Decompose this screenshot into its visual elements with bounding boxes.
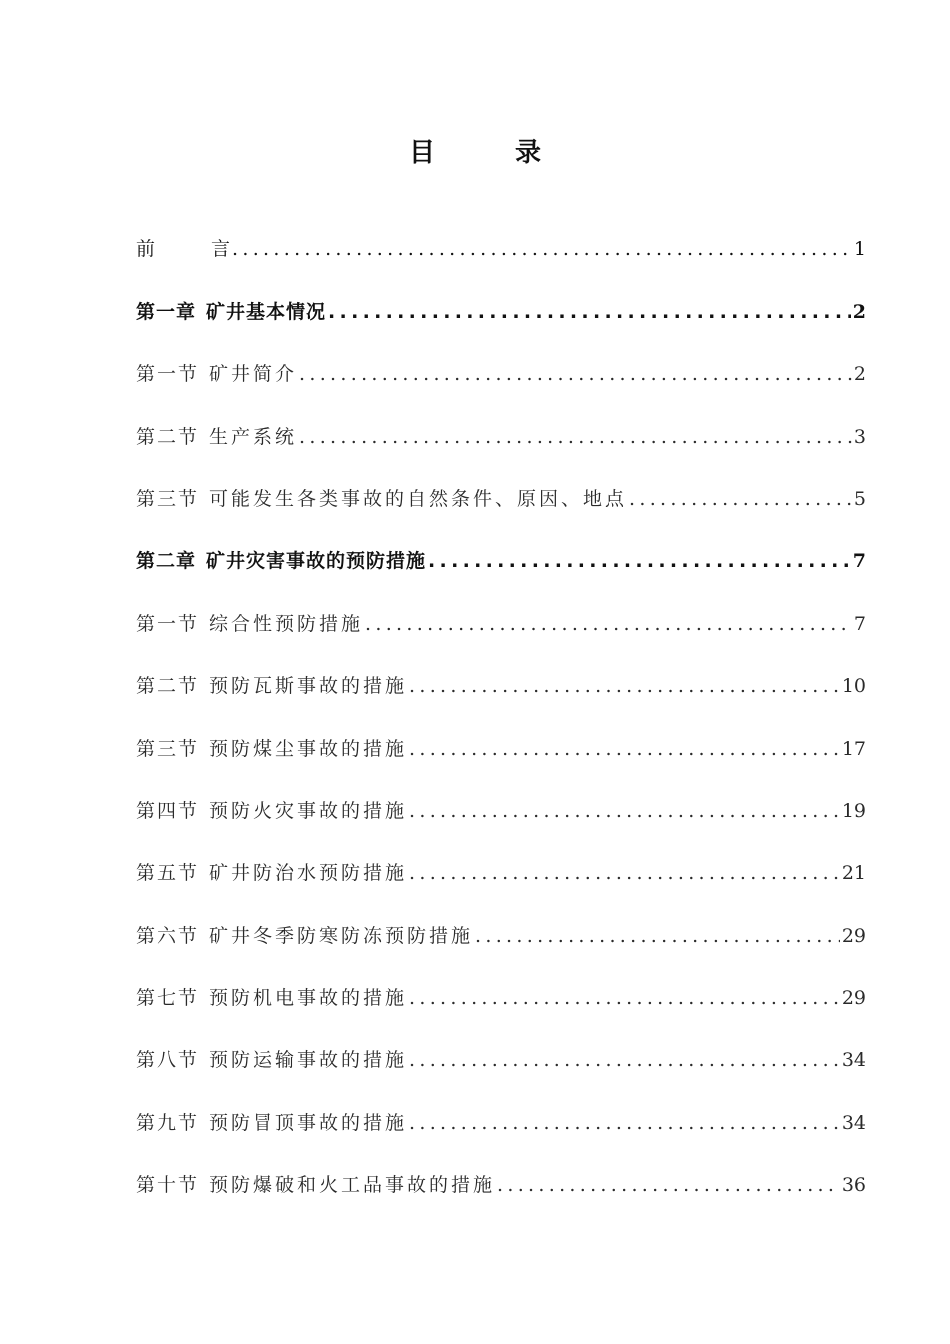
toc-entry-section[interactable] [136,448,866,510]
toc-section-number: 第一节 [136,363,200,386]
toc-entry-section[interactable] [136,760,866,822]
toc-section-heading: 生产系统 [209,425,298,448]
toc-section-heading: 矿井防治水预防措施 [209,862,408,885]
toc-leader-dots [409,675,840,697]
toc-leader-dots [299,426,852,448]
toc-entry-section[interactable] [136,1009,866,1071]
toc-title-part1: 目 [408,138,435,168]
toc-section-heading: 预防爆破和火工品事故的措施 [209,1174,496,1197]
toc-leader-dots [409,1112,840,1134]
toc-section-heading: 预防煤尘事故的措施 [209,737,408,760]
toc-chapter-number: 第一章 [136,300,197,323]
toc-section-number: 第八节 [136,1049,200,1072]
toc-leader-dots [365,613,852,635]
toc-page-number: 19 [841,799,866,822]
toc-page-number: 34 [841,1049,866,1072]
toc-page-number: 5 [853,487,866,510]
toc-section-heading: 矿井简介 [209,363,298,386]
toc-entry-section[interactable] [136,385,866,447]
toc-entry-section[interactable] [136,635,866,697]
toc-section-heading: 预防火灾事故的措施 [209,799,408,822]
toc-page-number: 7 [853,612,866,635]
toc-leader-dots [428,550,851,572]
toc-section-heading: 预防冒顶事故的措施 [209,1111,408,1134]
toc-leader-dots [475,925,840,947]
toc-leader-dots [232,238,852,260]
toc-section-number: 第九节 [136,1111,200,1134]
toc-section-number: 第二节 [136,675,200,698]
toc-leader-dots [629,488,852,510]
toc-section-heading: 综合性预防措施 [209,612,364,635]
toc-entry-section[interactable] [136,947,866,1009]
toc-section-number: 第七节 [136,987,200,1010]
toc-page-number: 10 [841,675,866,698]
toc-section-number: 第三节 [136,487,200,510]
toc-page-number: 29 [841,987,866,1010]
toc-entry-section[interactable] [136,1134,866,1196]
toc-page-number: 2 [852,300,866,323]
toc-entry-section[interactable] [136,323,866,385]
toc-entry-chapter[interactable] [136,260,866,322]
toc-page-number: 34 [841,1111,866,1134]
toc-list [136,198,866,1196]
toc-page-number: 2 [853,363,866,386]
toc-entry-section[interactable] [136,884,866,946]
toc-leader-dots [497,1174,840,1196]
toc-entry-section[interactable] [136,1071,866,1133]
toc-title-part2: 录 [515,138,542,168]
toc-section-number: 第五节 [136,862,200,885]
toc-chapter-heading: 矿井灾害事故的预防措施 [206,550,427,573]
toc-section-heading: 矿井冬季防寒防冻预防措施 [209,924,474,947]
toc-leader-dots [409,800,840,822]
toc-page-number: 1 [853,238,866,261]
toc-entry-chapter[interactable] [136,510,866,572]
toc-leader-dots [409,862,840,884]
toc-chapter-heading: 矿井基本情况 [206,300,327,323]
toc-entry-label: 前 言 [136,238,231,261]
toc-chapter-number: 第二章 [136,550,197,573]
toc-section-number: 第十节 [136,1174,200,1197]
toc-entry-section[interactable] [136,697,866,759]
toc-section-number: 第三节 [136,737,200,760]
toc-section-heading: 可能发生各类事故的自然条件、原因、地点 [209,487,628,510]
toc-page-number: 29 [841,924,866,947]
toc-page-number: 7 [852,550,866,573]
toc-page-number: 17 [841,737,866,760]
toc-section-heading: 预防瓦斯事故的措施 [209,675,408,698]
toc-section-number: 第四节 [136,799,200,822]
toc-section-number: 第一节 [136,612,200,635]
toc-leader-dots [409,1049,840,1071]
toc-leader-dots [409,738,840,760]
toc-page-number: 21 [841,862,866,885]
toc-section-heading: 预防运输事故的措施 [209,1049,408,1072]
toc-leader-dots [299,363,852,385]
toc-leader-dots [409,987,840,1009]
toc-section-number: 第二节 [136,425,200,448]
toc-entry-section[interactable] [136,822,866,884]
toc-leader-dots [328,301,851,323]
toc-section-number: 第六节 [136,924,200,947]
toc-entry-section[interactable] [136,572,866,634]
toc-section-heading: 预防机电事故的措施 [209,987,408,1010]
toc-title [0,132,950,169]
toc-entry-preface[interactable] [136,198,866,260]
toc-page-number: 36 [841,1174,866,1197]
toc-page-number: 3 [853,425,866,448]
